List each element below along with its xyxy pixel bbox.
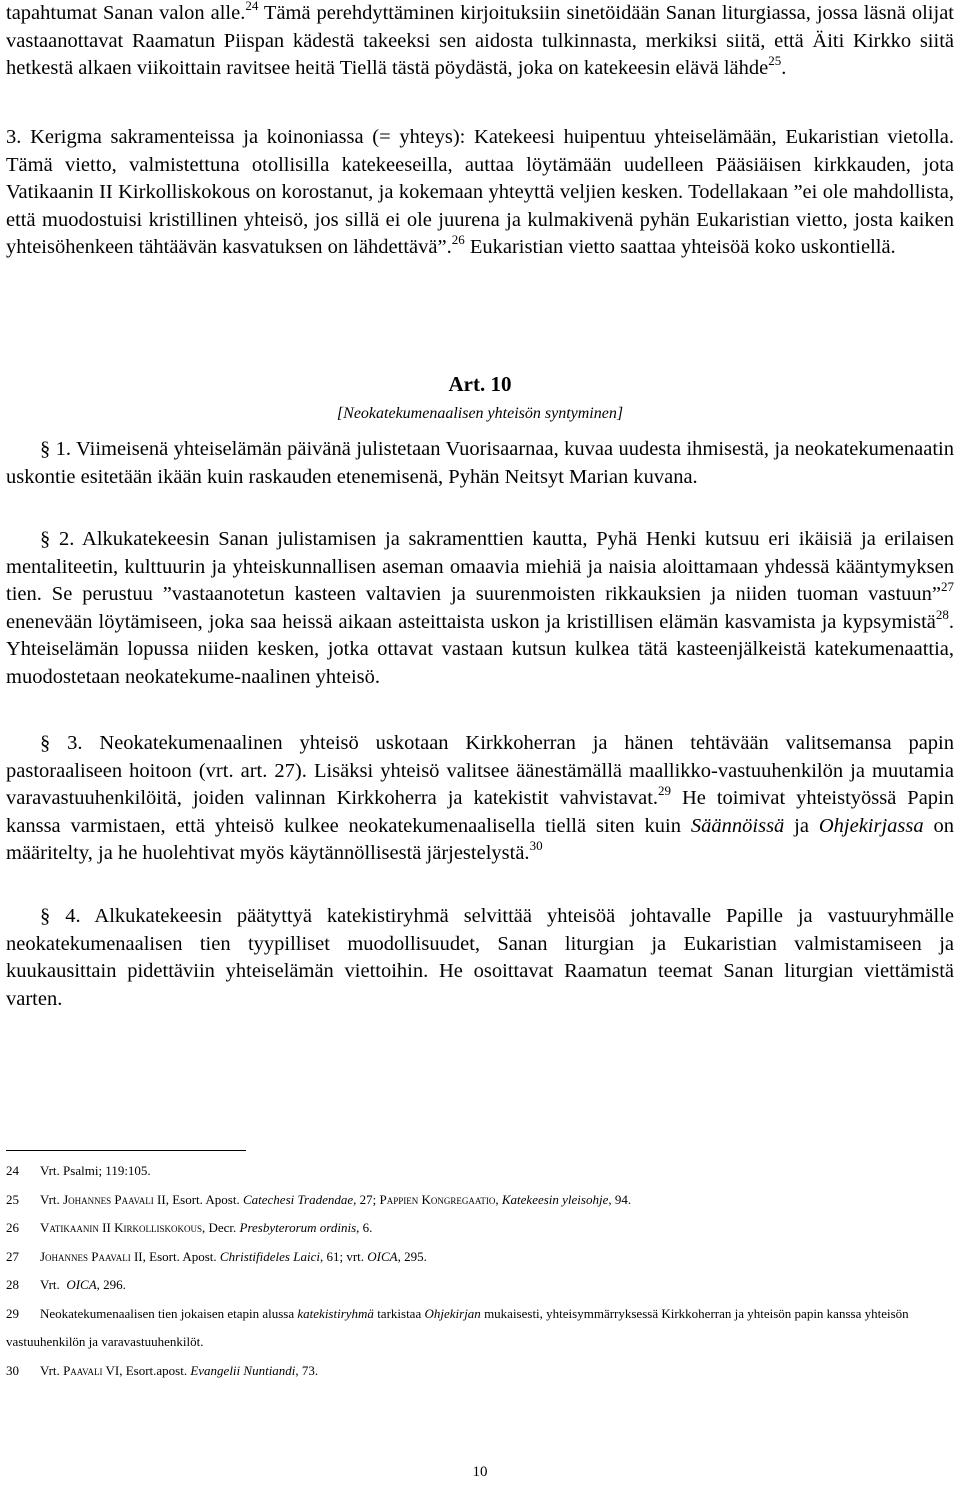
text-run: ja: [784, 814, 819, 837]
footnote-ref-30[interactable]: 30: [529, 838, 543, 854]
footnote-26: [6, 1214, 954, 1243]
author-name: Johannes Paavali: [63, 1191, 154, 1207]
text-run: He toimivat yhteistyössä Papin kanssa varmistaen, että yhteisö kulkee neokatekumenaalisella tiellä siten kuin: [6, 787, 954, 837]
footnote-divider: [6, 1150, 246, 1151]
footnote-text: , 296.: [96, 1277, 126, 1292]
text-run: § 3. Neokatekumenaalinen yhteisö uskotaan Kirkkoherran ja hänen tehtävään valitsemansa papin pastoraaliseen hoitoon (vrt. art. 27). Lisäksi yhteisö valitsee äänestämällä maallikko-vastuuhenkilön ja muutamia varavastuuhenkilöitä, joiden valinnan Kirkkoherra ja katekistit vahvistavat.: [6, 732, 954, 809]
footnote-ref-27[interactable]: 27: [941, 579, 954, 595]
author-name: Pappien Kongregaatio: [379, 1191, 496, 1207]
text-run: Eukaristian vietto saattaa yhteisöä koko uskontiellä.: [464, 236, 896, 258]
text-run: § 1. Viimeisenä yhteiselämän päivänä julistetaan Vuorisaarnaa, kuvaa uudesta ihmisestä, ja neokatekumenaatin uskontie esitetään ikään kuin raskauden etenemisenä, Pyhän Neitsyt Marian kuvana.: [6, 438, 954, 488]
footnote-text: , Decr.: [201, 1220, 240, 1235]
footnote-text: , 94.: [608, 1191, 632, 1207]
footnote-number: 29: [6, 1305, 19, 1321]
page-number: 10: [472, 1464, 488, 1480]
text-run: on määritelty, ja he huolehtivat myös käytännöllisestä järjestelystä.: [6, 814, 954, 864]
footnote-number: 24: [6, 1163, 19, 1178]
work-title: Presbyterorum ordinis: [239, 1220, 357, 1235]
text-run: tapahtumat Sanan valon alle.: [6, 2, 246, 24]
text-run: Tämä perehdyttäminen kirjoituksiin sinetöidään Sanan liturgiassa, jossa läsnä olijat vastaanottavat Raamatun Piispan kädestä takeeksi sen aidosta tulkinnasta, merkiksi siitä, että Äiti Kirkko siitä hetkestä alkaen viikoittain ravitsee heitä Tiellä tästä pöydästä, joka on katekeesin elävä lähde: [6, 2, 954, 79]
author-name: Johannes Paavali: [40, 1248, 131, 1264]
text-run: . Yhteiselämän lopussa niiden kesken, jotka ottavat vastaan kutsun kulkea tätä kasteenjälkeistä katekumenaattia, muodostetaan neokatekume-naalinen yhteisö.: [6, 610, 954, 688]
footnote-ref-28[interactable]: 28: [935, 606, 949, 622]
section-4: [6, 903, 954, 1013]
footnote-30: [6, 1357, 954, 1386]
italic-term-ohjekirjassa: Ohjekirjassa: [818, 814, 924, 837]
footnote-text: II: [98, 1220, 115, 1235]
section-2: [6, 526, 954, 691]
footnote-text: , 295.: [397, 1248, 427, 1264]
section-1: [6, 436, 954, 491]
footnote-28: [6, 1271, 954, 1300]
footnote-ref-29[interactable]: 29: [658, 783, 672, 799]
italic-term: Ohjekirjan: [424, 1305, 481, 1321]
footnote-number: 30: [6, 1362, 19, 1378]
article-title: Art. 10: [448, 372, 512, 396]
paragraph-three: [6, 124, 954, 262]
footnote-text: Vrt.: [40, 1277, 67, 1292]
footnote-number: 28: [6, 1277, 19, 1292]
footnote-ref-24[interactable]: 24: [245, 0, 259, 14]
article-subtitle: [Neokatekumenaalisen yhteisön syntyminen]: [336, 405, 624, 422]
section-3: [6, 730, 954, 868]
author-name: Vatikaanin: [40, 1220, 99, 1235]
work-title: Evangelii Nuntiandi: [190, 1362, 296, 1378]
work-title: Christifideles Laici: [219, 1248, 320, 1264]
italic-term-saannoissa: Säännöissä: [690, 814, 785, 837]
work-title: OICA: [367, 1248, 398, 1264]
footnote-number: 27: [6, 1248, 19, 1264]
italic-term: katekistiryhmä: [297, 1305, 374, 1321]
footnotes-section: [6, 1157, 954, 1385]
footnote-text: II, Esort. Apost.: [130, 1248, 220, 1264]
footnote-24: [6, 1157, 954, 1186]
footnote-text: VI, Esort.apost.: [102, 1362, 191, 1378]
footnote-text: , 6.: [356, 1220, 373, 1235]
footnote-text: Vrt. Psalmi; 119:105.: [40, 1163, 151, 1178]
footnote-text: ,: [495, 1191, 502, 1207]
footnote-text: , 27;: [353, 1191, 380, 1207]
text-run: .: [781, 57, 787, 79]
footnote-number: 26: [6, 1220, 19, 1235]
text-run: § 2. Alkukatekeesin Sanan julistamisen ja sakramenttien kautta, Pyhä Henki kutsuu eri ikäisiä ja erilaisen mentaliteetin, kulttuurin ja yhteiskunnallisen aseman omaavia miehiä ja naisia aloittamaan yhdessä kääntymyksen tien. Se perustuu ”vastaanotetun kasteen valtavien ja suurenmoisten rikkauksien ja niiden tuoman vastuun”: [6, 528, 954, 605]
footnote-29: [6, 1300, 954, 1357]
footnote-27: [6, 1243, 954, 1272]
footnote-text: Neokatekumenaalisen tien jokaisen etapin alussa: [40, 1305, 298, 1321]
footnote-text: tarkistaa: [373, 1305, 425, 1321]
author-name: Paavali: [63, 1362, 103, 1378]
footnote-ref-25[interactable]: 25: [768, 53, 782, 69]
paragraph-intro: [6, 0, 954, 83]
work-title: Catechesi Tradendae: [242, 1191, 354, 1207]
text-run: 3. Kerigma sakramenteissa ja koinoniassa (= yhteys): Katekeesi huipentuu yhteiselämään, Eukaristian vietolla. Tämä vietto, valmistettuna otollisilla katekeeseilla, auttaa löytämään uudelleen Pääsiäisen kirkkauden, jota Vatikaanin II Kirkolliskokous on korostanut, ja kokemaan yhteyttä veljien kesken. Todellakaan ”ei ole mahdollista, että muodostuisi kristillinen yhteisö, jos sillä ei ole juurena ja kulmakivenä pyhän Eukaristian vietto, josta kaiken yhteisöhenkeen tähtäävän kasvatuksen on lähdettävä”.: [6, 126, 954, 258]
text-run: § 4. Alkukatekeesin päätyttyä katekistiryhmä selvittää yhteisöä johtavalle Papille ja vastuuryhmälle neokatekumenaalisen tien tyypilliset muodollisuudet, Sanan liturgian ja Eukaristian valmistamiseen ja kuukausittain pidettäviin yhteiselämän viettoihin. He osoittavat Raamatun teemat Sanan liturgian viettämistä varten.: [6, 905, 954, 1010]
footnote-text: Vrt.: [40, 1191, 64, 1207]
footnote-text: , 61; vrt.: [319, 1248, 368, 1264]
footnote-text: Vrt.: [40, 1362, 64, 1378]
footnote-number: 25: [6, 1191, 19, 1207]
text-run: enenevään löytämiseen, joka saa heissä aikaan asteittaista uskon ja kristillisen elämän kasvamista ja kypsymistä: [6, 610, 936, 633]
footnote-text: mukaisesti, yhteisymmärryksessä Kirkkoherran ja yhteisön papin kanssa yhteisön vastuuhenkilön ja varavastuuhenkilöt.: [6, 1305, 909, 1349]
footnote-ref-26[interactable]: 26: [451, 232, 465, 248]
footnote-text: II, Esort. Apost.: [153, 1191, 243, 1207]
work-title: Katekeesin yleisohje: [501, 1191, 609, 1207]
work-title: OICA: [66, 1277, 97, 1292]
footnote-25: [6, 1186, 954, 1215]
footnote-text: , 73.: [295, 1362, 319, 1378]
author-name: Kirkolliskokous: [114, 1220, 202, 1235]
